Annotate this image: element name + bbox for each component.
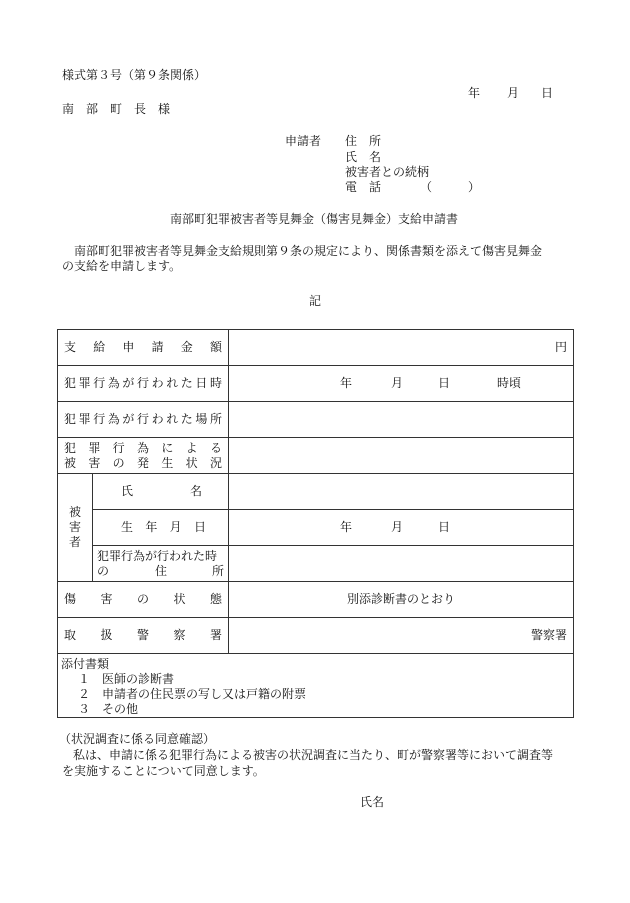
injury-field[interactable] [229,582,574,618]
row-victim-address [58,546,574,582]
birth-year: 年 [340,520,353,534]
ki-heading: 記 [309,294,322,308]
applicant-phone-parens: （ ） [420,180,481,194]
row-damage [58,438,574,474]
applicant-relation-label: 被害者との続柄 [345,165,430,179]
row-amount [58,330,574,366]
birth-day: 日 [438,520,451,534]
applicant-phone-label: 電 話 [345,180,382,194]
victim-address-sho: 所 [212,563,225,578]
victim-birth-label: 生年月日 [121,520,207,534]
datetime-year: 年 [340,376,353,390]
victim-address-field[interactable] [229,546,574,582]
datetime-time: 時頃 [497,376,522,390]
row-datetime [58,366,574,402]
place-label: 犯罪行為が行われた場所 [58,402,229,438]
injury-label: 傷害の状態 [58,582,229,618]
victim-name-field[interactable] [229,474,574,510]
form-number: 様式第３号（第９条関係） [62,68,207,82]
applicant-name-label: 氏 名 [345,150,382,164]
row-injury [58,582,574,618]
amount-label: 支給申請金額 [58,330,229,366]
row-place [58,402,574,438]
damage-label [58,438,229,474]
damage-field[interactable] [229,438,574,474]
date-year: 年 [468,86,481,100]
date-day: 日 [541,86,554,100]
victim-address-line-1: 犯罪行為が行われた時 [97,548,218,563]
intro-line-2: の支給を申請します。 [62,259,182,273]
victim-birth-field[interactable] [229,510,574,546]
intro-line-1: 南部町犯罪被害者等見舞金支給規則第９条の規定により、関係書類を添えて傷害見舞金 [74,244,543,258]
victim-address-no: の [97,563,110,578]
injury-value: 別添診断書のとおり [347,592,456,606]
datetime-month: 月 [391,376,404,390]
victim-name-label: 氏名 [121,484,203,498]
attachment-item-2: ２ 申請者の住民票の写し又は戸籍の附票 [78,687,307,701]
victim-char-2: 害 [68,520,81,534]
birth-month: 月 [391,520,404,534]
attachment-item-3: ３ その他 [78,702,139,716]
damage-label-line-1: 犯罪行為による [64,440,223,455]
place-field[interactable] [229,402,574,438]
row-police [58,618,574,654]
consent-name-label: 氏名 [360,795,385,809]
attachment-item-1: １ 医師の診断書 [78,672,175,686]
row-victim-birth [58,510,574,546]
attachments-cell [58,654,574,718]
amount-unit: 円 [555,340,568,354]
victim-address-label [93,546,229,582]
police-value: 警察署 [531,628,568,642]
consent-line-2: を実施することについて同意します。 [62,764,265,778]
amount-field[interactable] [229,330,574,366]
addressee: 南 部 町 長 様 [62,102,171,116]
victim-char-3: 者 [68,535,81,549]
damage-label-line-2: 被害の発生状況 [64,455,223,470]
datetime-day: 日 [438,376,451,390]
consent-line-1: 私は、申請に係る犯罪行為による被害の状況調査に当たり、町が警察署等において調査等 [73,748,554,762]
applicant-address-label: 住 所 [345,134,382,148]
datetime-field[interactable] [229,366,574,402]
victim-char-1: 被 [68,505,81,519]
row-attachments [58,654,574,718]
police-label: 取扱警察署 [58,618,229,654]
row-victim-name [58,474,574,510]
victim-group-label [58,474,93,582]
consent-heading: （状況調査に係る同意確認） [59,732,216,746]
datetime-label: 犯罪行為が行われた日時 [58,366,229,402]
applicant-label: 申請者 [285,134,322,148]
document-title: 南部町犯罪被害者等見舞金（傷害見舞金）支給申請書 [170,212,459,226]
application-form-table [57,329,574,718]
victim-address-ju: 住 [155,563,168,578]
attachments-label: 添付書類 [61,657,110,671]
date-month: 月 [507,86,520,100]
police-field[interactable] [229,618,574,654]
